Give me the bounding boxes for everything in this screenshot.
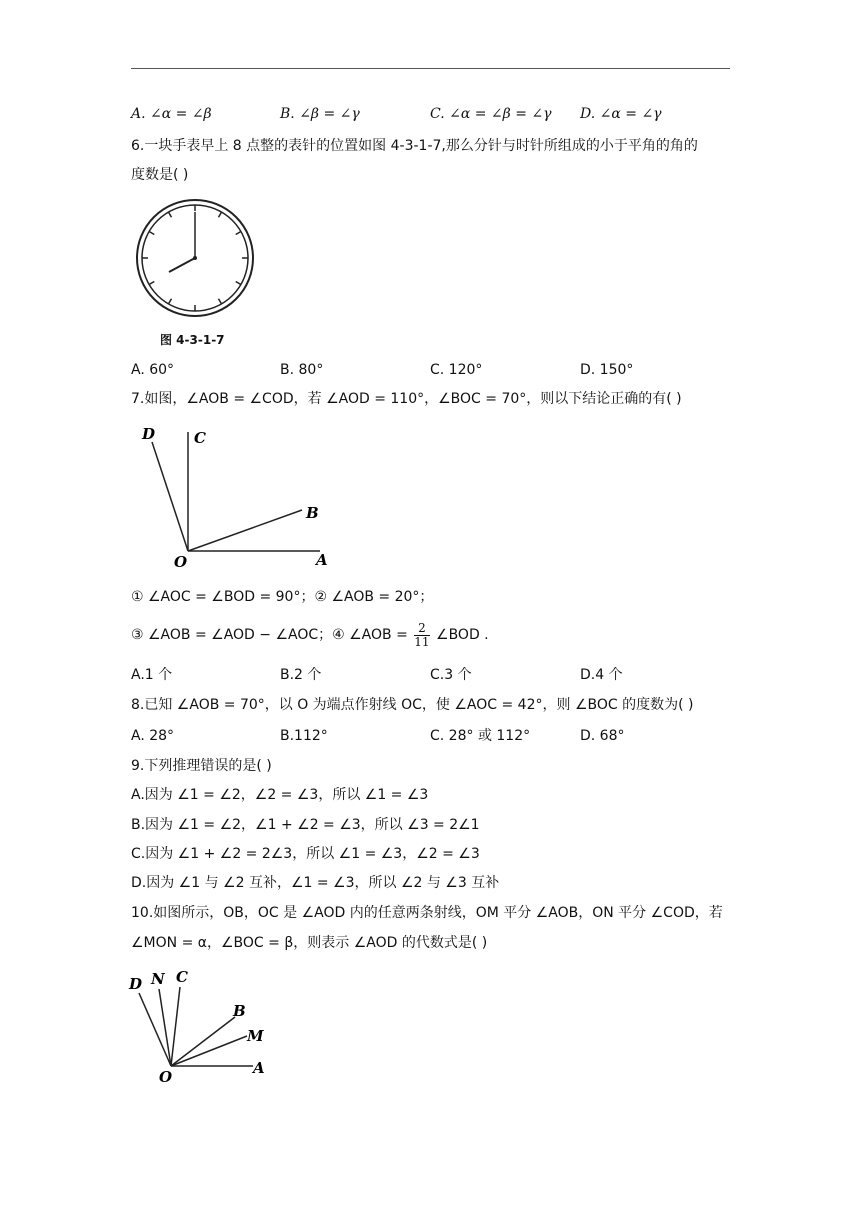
q7-conclusion-1: ① ∠AOC = ∠BOD = 90°；② ∠AOB = 20°； [131,589,434,605]
q10-label-b: B [233,1002,246,1020]
q6-figure-caption: 图 4-3-1-7 [160,333,225,347]
q6-stem-line1: 6.一块手表早上 8 点整的表针的位置如图 4-3-1-7,那么分针与时针所组成的小于平角的角的 [131,138,698,154]
clock-tick [149,282,154,285]
q6-option-c: C. 120° [430,362,483,378]
q10-angle-figure [125,965,275,1090]
clock-tick [169,299,172,304]
q9-option-b: B.因为 ∠1 = ∠2，∠1 + ∠2 = ∠3，所以 ∠3 = 2∠1 [131,817,480,833]
q6-stem-line2: 度数是( ) [131,167,189,183]
q7-fraction [414,622,429,649]
clock-tick [149,232,154,235]
q8-option-c: C. 28° 或 112° [430,728,531,744]
q7-label-c: C [194,429,206,447]
q10-label-a: A [253,1059,265,1077]
q7-option-b: B.2 个 [280,667,322,683]
q10-label-n: N [151,970,165,988]
q10-stem-line1: 10.如图所示，OB，OC 是 ∠AOD 内的任意两条射线，OM 平分 ∠AOB，ON 平分 ∠COD，若 [131,905,723,921]
q5-option-c: C. ∠α = ∠β = ∠γ [430,106,552,122]
q6-option-d: D. 150° [580,362,634,378]
header-rule [131,68,730,69]
q7-fraction-denominator: 11 [414,634,430,649]
q6-option-a: A. 60° [131,362,175,378]
q7-option-c: C.3 个 [430,667,472,683]
q10-label-m: M [247,1027,264,1045]
q7-conclusion-2 [131,620,489,650]
q5-option-d: D. ∠α = ∠γ [580,106,662,122]
clock-tick [219,299,222,304]
q8-option-b: B.112° [280,728,328,744]
q10-label-o: O [159,1068,173,1086]
q7-fraction-numerator: 2 [414,622,429,636]
q7-stem: 7.如图，∠AOB = ∠COD，若 ∠AOD = 110°，∠BOC = 70°，则以下结论正确的有( ) [131,391,682,407]
clock-figure [134,197,256,319]
q7-angle-figure [130,420,350,570]
q9-option-d: D.因为 ∠1 与 ∠2 互补，∠1 = ∠3，所以 ∠2 与 ∠3 互补 [131,875,500,891]
q7-label-d: D [142,425,156,443]
q8-stem: 8.已知 ∠AOB = 70°，以 O 为端点作射线 OC，使 ∠AOC = 42°，则 ∠BOC 的度数为( ) [131,697,694,713]
clock-tick [236,232,241,235]
q9-option-a: A.因为 ∠1 = ∠2，∠2 = ∠3，所以 ∠1 = ∠3 [131,787,429,803]
clock-tick [169,212,172,217]
q7-conclusion-2-pre: ③ ∠AOB = ∠AOD − ∠AOC；④ ∠AOB = [131,627,408,643]
q9-stem: 9.下列推理错误的是( ) [131,758,272,774]
q7-label-o: O [174,553,188,570]
q10-label-d: D [129,975,143,993]
q7-label-a: A [316,551,328,569]
q7-option-a: A.1 个 [131,667,173,683]
q5-option-b: B. ∠β = ∠γ [280,106,360,122]
q6-option-b: B. 80° [280,362,324,378]
q7-label-b: B [306,504,319,522]
clock-tick [219,212,222,217]
q9-option-c: C.因为 ∠1 + ∠2 = 2∠3，所以 ∠1 = ∠3，∠2 = ∠3 [131,846,480,862]
q10-stem-line2: ∠MON = α，∠BOC = β，则表示 ∠AOD 的代数式是( ) [131,935,488,951]
q5-option-a: A. ∠α = ∠β [131,106,212,122]
q10-label-c: C [176,968,188,986]
q8-option-a: A. 28° [131,728,175,744]
q7-conclusion-2-post: ∠BOD . [436,627,489,643]
clock-tick [236,282,241,285]
q8-option-d: D. 68° [580,728,625,744]
q7-option-d: D.4 个 [580,667,623,683]
